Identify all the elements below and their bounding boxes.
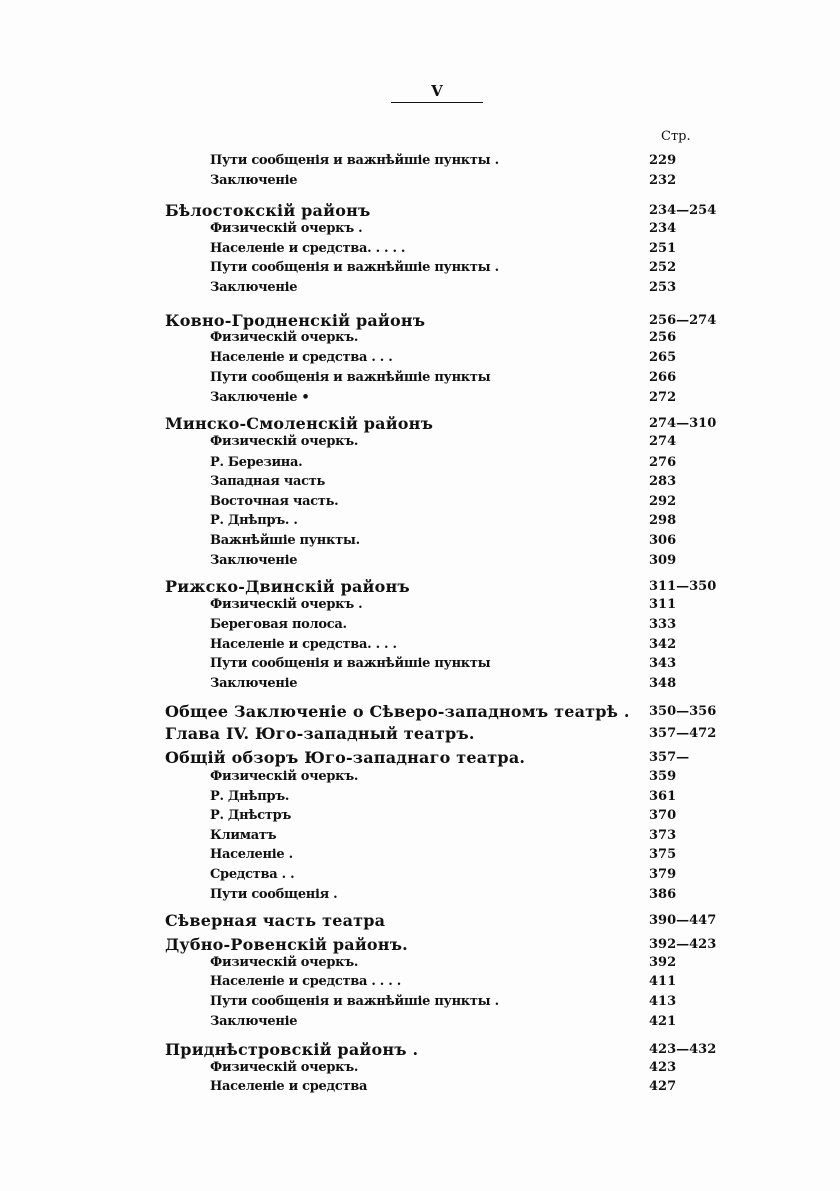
toc-entry-title: Заключеніе • xyxy=(210,390,310,405)
toc-entry-page: 298 xyxy=(649,513,677,528)
toc-entry-page: 361 xyxy=(649,789,677,804)
toc-entry-page: 309 xyxy=(649,553,677,568)
toc-entry-page: 253 xyxy=(649,280,677,295)
toc-entry-title: Р. Днѣпръ. . xyxy=(210,513,298,528)
page-column-label: Стр. xyxy=(661,129,691,144)
toc-entry-page: 234—254 xyxy=(649,203,717,218)
toc-entry-title: Населеніе и средства xyxy=(210,1079,368,1094)
toc-entry-page: 283 xyxy=(649,474,677,489)
toc-entry-title: Общее Заключеніе о Сѣверо-западномъ театрѣ . xyxy=(165,702,630,721)
toc-entry-title: Р. Березина. xyxy=(210,455,303,470)
toc-entry-title: Р. Днѣпръ. xyxy=(210,789,290,804)
toc-entry-page: 375 xyxy=(649,847,677,862)
toc-entry-title: Глава IV. Юго-западный театръ. xyxy=(165,724,475,743)
toc-entry-title: Приднѣстровскій районъ . xyxy=(165,1040,419,1059)
toc-entry-title: Населеніе и средства . . . xyxy=(210,350,393,365)
toc-entry-title: Западная часть xyxy=(210,474,326,489)
toc-entry-title: Физическій очеркъ . xyxy=(210,597,363,612)
toc-entry-page: 292 xyxy=(649,494,677,509)
toc-entry-page: 413 xyxy=(649,994,677,1009)
toc-entry-title: Дубно-Ровенскій районъ. xyxy=(165,935,408,954)
toc-entry-title: Заключеніе xyxy=(210,280,298,295)
toc-entry-page: 411 xyxy=(649,974,677,989)
toc-entry-page: 386 xyxy=(649,887,677,902)
toc-entry-title: Сѣверная часть театра xyxy=(165,911,386,930)
toc-entry-page: 274 xyxy=(649,434,677,449)
toc-entry-page: 392—423 xyxy=(649,937,717,952)
toc-entry-page: 348 xyxy=(649,676,677,691)
toc-entry-title: Пути сообщенія и важнѣйшіе пункты . xyxy=(210,153,499,168)
toc-entry-page: 379 xyxy=(649,867,677,882)
toc-entry-title: Заключеніе xyxy=(210,676,298,691)
toc-entry-page: 266 xyxy=(649,370,677,385)
toc-entry-page: 421 xyxy=(649,1014,677,1029)
toc-entry-page: 274—310 xyxy=(649,416,717,431)
toc-entry-title: Пути сообщенія и важнѣйшіе пункты . xyxy=(210,994,499,1009)
toc-entry-title: Физическій очеркъ. xyxy=(210,434,359,449)
toc-entry-page: 272 xyxy=(649,390,677,405)
toc-entry-page: 251 xyxy=(649,241,677,256)
toc-entry-page: 373 xyxy=(649,828,677,843)
toc-entry-page: 343 xyxy=(649,656,677,671)
toc-entry-title: Физическій очеркъ . xyxy=(210,221,363,236)
toc-entry-title: Климатъ xyxy=(210,828,277,843)
toc-entry-page: 350—356 xyxy=(649,704,717,719)
toc-entry-title: Пути сообщенія . xyxy=(210,887,338,902)
toc-entry-title: Общій обзоръ Юго-западнаго театра. xyxy=(165,748,526,767)
toc-entry-page: 232 xyxy=(649,173,677,188)
toc-entry-title: Минско-Смоленскій районъ xyxy=(165,414,434,433)
toc-entry-page: 357— xyxy=(649,750,690,765)
toc-entry-title: Физическій очеркъ. xyxy=(210,955,359,970)
toc-entry-title: Заключеніе xyxy=(210,1014,298,1029)
toc-entry-page: 252 xyxy=(649,260,677,275)
toc-entry-title: Рижско-Двинскій районъ xyxy=(165,577,410,596)
toc-entry-page: 423 xyxy=(649,1060,677,1075)
toc-entry-page: 311—350 xyxy=(649,579,717,594)
toc-entry-page: 234 xyxy=(649,221,677,236)
toc-entry-page: 256 xyxy=(649,330,677,345)
toc-entry-title: Населеніе и средства. . . . xyxy=(210,637,397,652)
toc-entry-page: 370 xyxy=(649,808,677,823)
toc-entry-title: Физическій очеркъ. xyxy=(210,330,359,345)
toc-entry-page: 276 xyxy=(649,455,677,470)
toc-entry-page: 229 xyxy=(649,153,677,168)
toc-entry-title: Восточная часть. xyxy=(210,494,339,509)
toc-entry-title: Средства . . xyxy=(210,867,295,882)
toc-entry-page: 333 xyxy=(649,617,677,632)
toc-entry-page: 390—447 xyxy=(649,913,717,928)
toc-entry-title: Р. Днѣстръ xyxy=(210,808,292,823)
toc-entry-title: Береговая полоса. xyxy=(210,617,347,632)
toc-entry-page: 311 xyxy=(649,597,677,612)
toc-entry-title: Населеніе и средства . . . . xyxy=(210,974,401,989)
toc-entry-page: 392 xyxy=(649,955,677,970)
toc-entry-title: Физическій очеркъ. xyxy=(210,769,359,784)
toc-entry-title: Пути сообщенія и важнѣйшіе пункты xyxy=(210,656,491,671)
toc-entry-title: Пути сообщенія и важнѣйшіе пункты xyxy=(210,370,491,385)
toc-entry-title: Пути сообщенія и важнѣйшіе пункты . xyxy=(210,260,499,275)
toc-entry-title: Заключеніе xyxy=(210,173,298,188)
toc-entry-page: 427 xyxy=(649,1079,677,1094)
toc-entry-page: 359 xyxy=(649,769,677,784)
toc-entry-title: Ковно-Гродненскій районъ xyxy=(165,311,426,330)
toc-entry-page: 256—274 xyxy=(649,313,717,328)
toc-entry-page: 357—472 xyxy=(649,726,717,741)
toc-entry-page: 423—432 xyxy=(649,1042,717,1057)
toc-entry-title: Важнѣйшіе пункты. xyxy=(210,533,360,548)
toc-entry-title: Населеніе . xyxy=(210,847,293,862)
toc-entry-title: Заключеніе xyxy=(210,553,298,568)
toc-entry-page: 306 xyxy=(649,533,677,548)
toc-entry-page: 265 xyxy=(649,350,677,365)
toc-entry-page: 342 xyxy=(649,637,677,652)
toc-entry-title: Физическій очеркъ. xyxy=(210,1060,359,1075)
toc-entry-title: Бѣлостокскій районъ xyxy=(165,201,371,220)
toc-entry-title: Населеніе и средства. . . . . xyxy=(210,241,406,256)
page-folio: V xyxy=(431,82,443,100)
